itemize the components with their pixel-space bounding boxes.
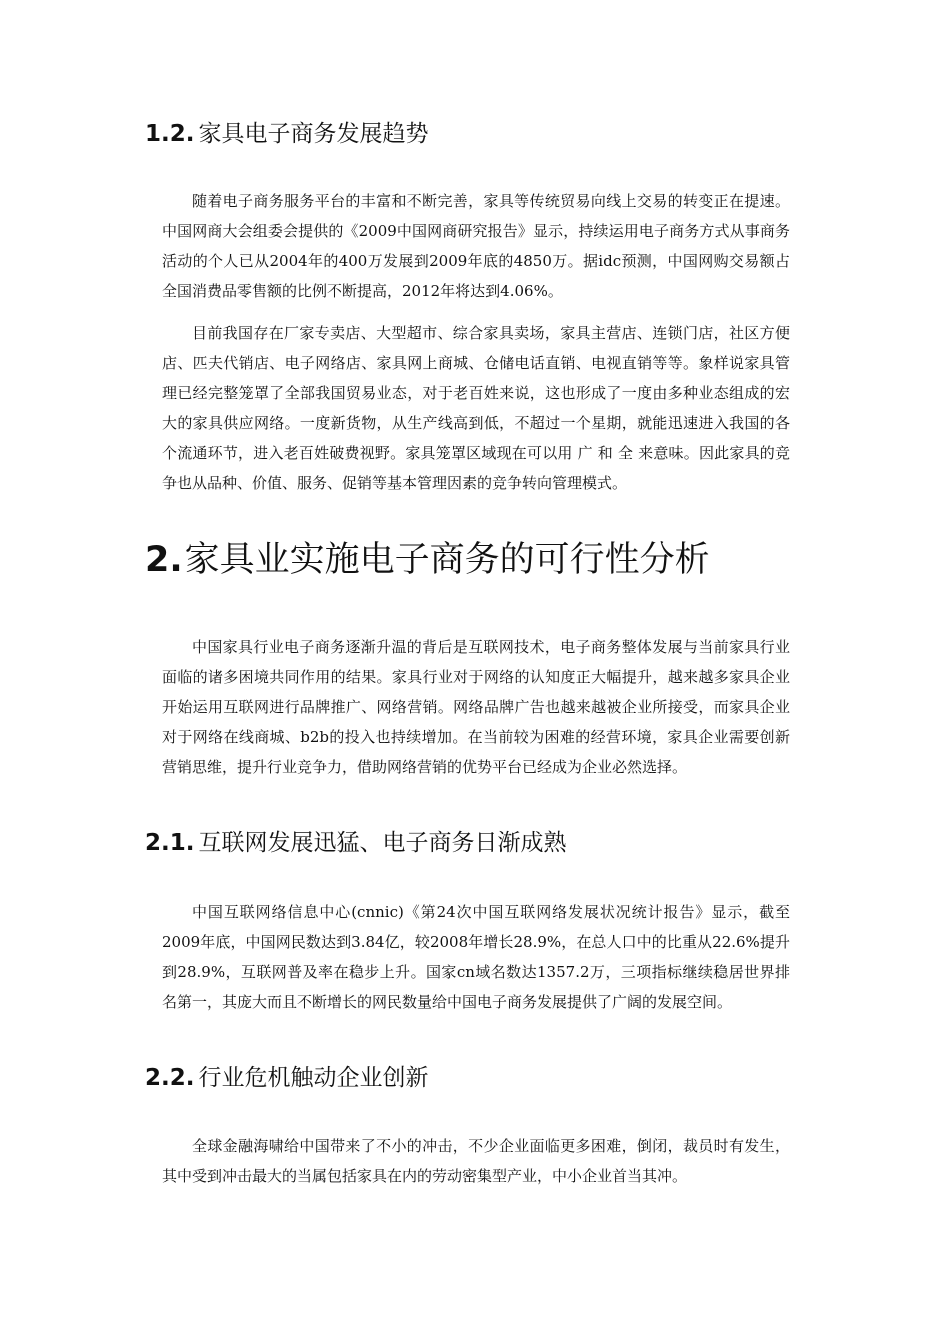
section-number: 2.2. bbox=[145, 1065, 195, 1091]
section-title: 行业危机触动企业创新 bbox=[198, 1065, 429, 1091]
section-title: 家具电子商务发展趋势 bbox=[198, 121, 429, 147]
section-number: 2. bbox=[145, 540, 183, 580]
paragraph: 中国互联网络信息中心(cnnic)《第24次中国互联网络发展状况统计报告》显示，截至2009年底，中国网民数达到3.84亿，较2008年增长28.9%，在总人口中的比重从22.6%提升到28.9%，互联网普及率在稳步上升。国家cn域名数达1357.2万，三项指标继续稳居世界排名第一，其庞大而且不断增长的网民数量给中国电子商务发展提供了广阔的发展空间。 bbox=[162, 903, 790, 1011]
section-title: 家具业实施电子商务的可行性分析 bbox=[184, 540, 710, 580]
section-heading-1-2 bbox=[145, 119, 428, 149]
section-heading-2-1 bbox=[145, 828, 566, 858]
section-number: 2.1. bbox=[145, 830, 195, 856]
section-number: 1.2. bbox=[145, 121, 195, 147]
paragraph: 全球金融海啸给中国带来了不小的冲击，不少企业面临更多困难，倒闭，裁员时有发生，其中受到冲击最大的当属包括家具在内的劳动密集型产业，中小企业首当其冲。 bbox=[162, 1137, 790, 1185]
section-title: 互联网发展迅猛、电子商务日渐成熟 bbox=[198, 830, 567, 856]
paragraph: 随着电子商务服务平台的丰富和不断完善，家具等传统贸易向线上交易的转变正在提速。中国网商大会组委会提供的《2009中国网商研究报告》显示，持续运用电子商务方式从事商务活动的个人已从2004年的400万发展到2009年底的4850万。据idc预测，中国网购交易额占全国消费品零售额的比例不断提高，2012年将达到4.06%。 bbox=[162, 192, 790, 300]
paragraph: 中国家具行业电子商务逐渐升温的背后是互联网技术，电子商务整体发展与当前家具行业面临的诸多困境共同作用的结果。家具行业对于网络的认知度正大幅提升，越来越多家具企业开始运用互联网进行品牌推广、网络营销。网络品牌广告也越来越被企业所接受，而家具企业对于网络在线商城、b2b的投入也持续增加。在当前较为困难的经营环境，家具企业需要创新营销思维，提升行业竞争力，借助网络营销的优势平台已经成为企业必然选择。 bbox=[162, 638, 790, 776]
paragraph: 目前我国存在厂家专卖店、大型超市、综合家具卖场，家具主营店、连锁门店，社区方便店、匹夫代销店、电子网络店、家具网上商城、仓储电话直销、电视直销等等。象样说家具管理已经完整笼罩了全部我国贸易业态，对于老百姓来说，这也形成了一度由多种业态组成的宏大的家具供应网络。一度新货物，从生产线高到低，不超过一个星期，就能迅速进入我国的各个流通环节，进入老百姓破费视野。家具笼罩区域现在可以用 广 和 全 来意味。因此家具的竞争也从品种、价值、服务、促销等基本管理因素的竞争转向管理模式。 bbox=[162, 324, 790, 492]
section-heading-2 bbox=[145, 538, 710, 582]
section-heading-2-2 bbox=[145, 1063, 428, 1093]
